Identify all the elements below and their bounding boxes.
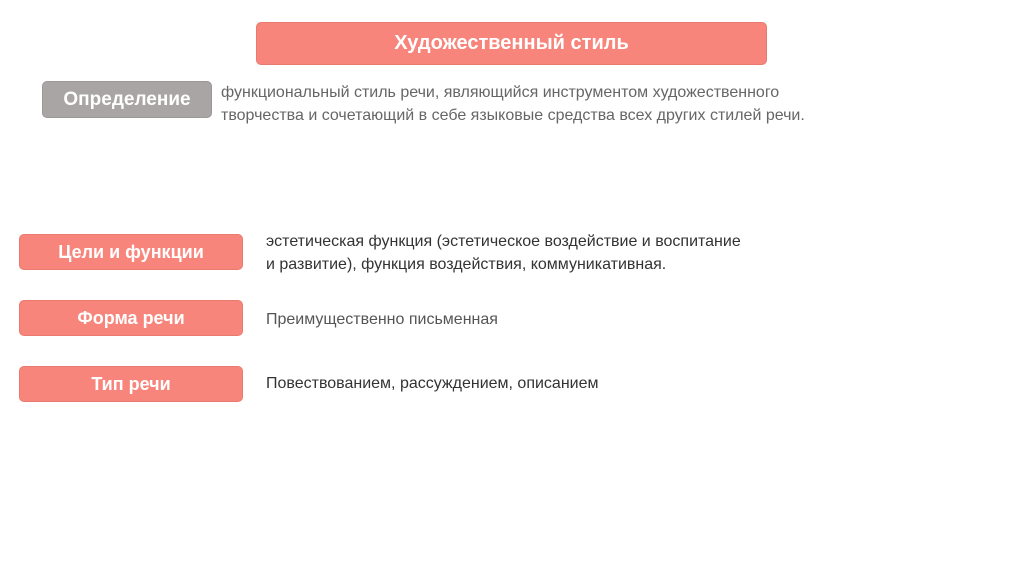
speech-type-label: Тип речи — [19, 366, 243, 402]
definition-text — [221, 81, 805, 127]
goals-functions-text — [266, 230, 741, 276]
speech-type-text — [266, 372, 599, 395]
speech-type-line: Повествованием, рассуждением, описанием — [266, 375, 599, 392]
definition-label: Определение — [42, 81, 212, 118]
goals-functions-line: и развитие), функция воздействия, коммуникативная. — [266, 256, 667, 273]
definition-line: творчества и сочетающий в себе языковые средства всех других стилей речи. — [221, 107, 805, 124]
slide-title: Художественный стиль — [256, 22, 767, 65]
goals-functions-label: Цели и функции — [19, 234, 243, 270]
speech-form-line: Преимущественно письменная — [266, 311, 498, 328]
speech-form-text — [266, 308, 498, 331]
goals-functions-line: эстетическая функция (эстетическое воздействие и воспитание — [266, 233, 741, 250]
speech-form-label: Форма речи — [19, 300, 243, 336]
definition-line: функциональный стиль речи, являющийся инструментом художественного — [221, 84, 780, 101]
